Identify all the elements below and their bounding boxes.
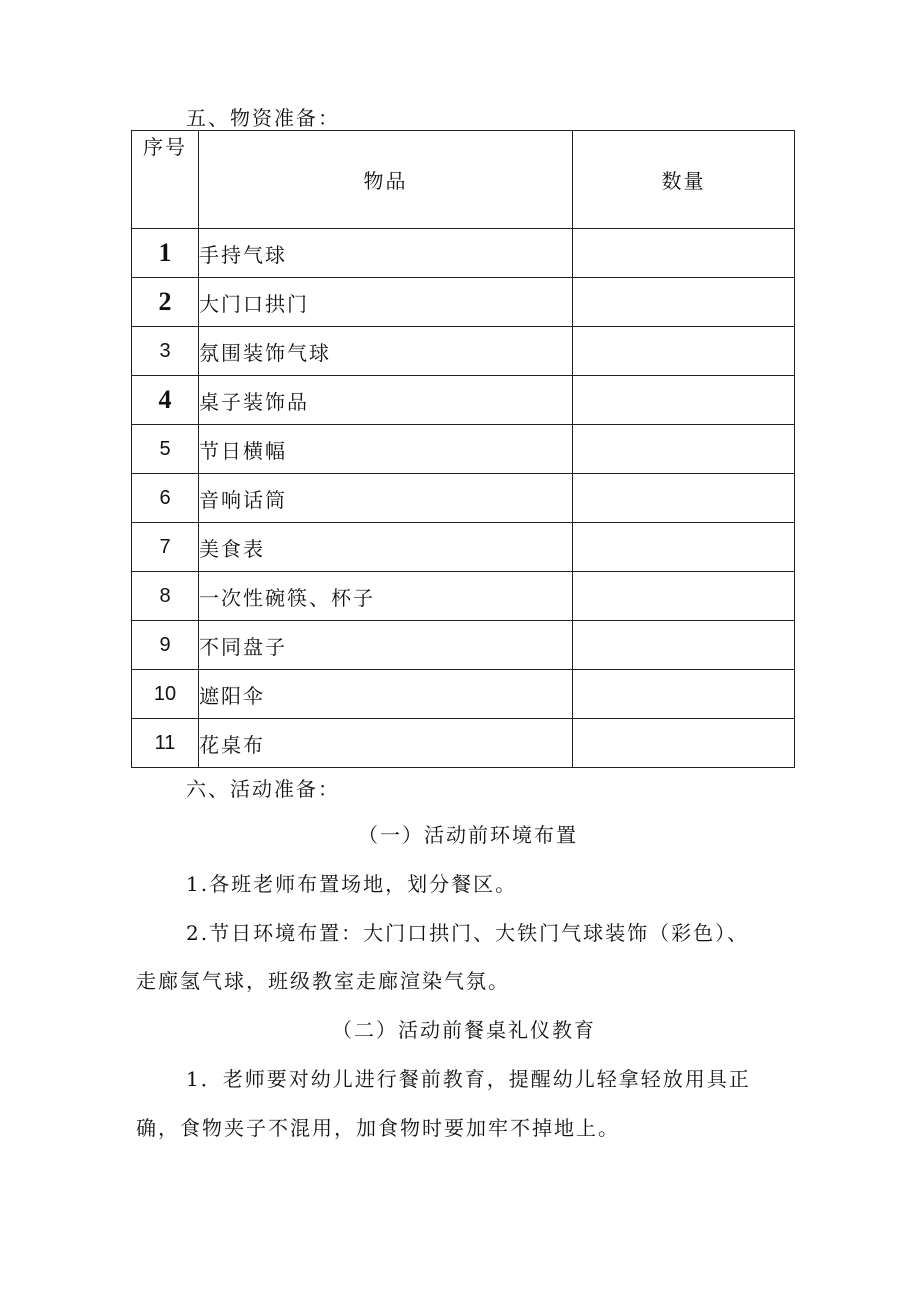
paragraph-2-line-2: 走廊氢气球，班级教室走廊渲染气氛。 <box>136 969 510 993</box>
subsection-1-title: （一）活动前环境布置 <box>358 823 578 847</box>
table-row <box>132 523 795 572</box>
table-row <box>132 425 795 474</box>
row-item: 美食表 <box>199 523 573 572</box>
paragraph-3-line-2: 确，食物夹子不混用，加食物时要加牢不掉地上。 <box>136 1116 620 1140</box>
row-item: 大门口拱门 <box>199 278 573 327</box>
row-num: 8 <box>132 572 199 621</box>
header-item: 物品 <box>199 131 573 229</box>
row-num: 11 <box>132 719 199 768</box>
row-qty <box>573 670 795 719</box>
row-num: 7 <box>132 523 199 572</box>
table-row <box>132 229 795 278</box>
row-qty <box>573 523 795 572</box>
paragraph-2-line-1: 2.节日环境布置：大门口拱门、大铁门气球装饰（彩色）、 <box>186 921 750 945</box>
row-item: 不同盘子 <box>199 621 573 670</box>
row-item: 遮阳伞 <box>199 670 573 719</box>
row-qty <box>573 327 795 376</box>
paragraph-1: 1.各班老师布置场地，划分餐区。 <box>186 872 518 896</box>
table-row <box>132 327 795 376</box>
row-num: 6 <box>132 474 199 523</box>
supplies-table <box>131 130 795 768</box>
table-row <box>132 376 795 425</box>
row-num: 1 <box>132 229 199 278</box>
row-qty <box>573 278 795 327</box>
table-row <box>132 572 795 621</box>
row-num: 10 <box>132 670 199 719</box>
row-item: 一次性碗筷、杯子 <box>199 572 573 621</box>
row-qty <box>573 474 795 523</box>
header-num: 序号 <box>132 131 199 229</box>
subsection-2-title: （二）活动前餐桌礼仪教育 <box>332 1018 596 1042</box>
row-qty <box>573 719 795 768</box>
row-item: 手持气球 <box>199 229 573 278</box>
row-num: 2 <box>132 278 199 327</box>
row-qty <box>573 572 795 621</box>
row-item: 节日横幅 <box>199 425 573 474</box>
paragraph-3-line-1: 1．老师要对幼儿进行餐前教育，提醒幼儿轻拿轻放用具正 <box>186 1067 751 1091</box>
header-qty: 数量 <box>573 131 795 229</box>
row-qty <box>573 376 795 425</box>
row-item: 音响话筒 <box>199 474 573 523</box>
row-num: 5 <box>132 425 199 474</box>
table-row <box>132 670 795 719</box>
row-item: 氛围装饰气球 <box>199 327 573 376</box>
row-num: 9 <box>132 621 199 670</box>
table-row <box>132 621 795 670</box>
table-row <box>132 474 795 523</box>
row-item: 花桌布 <box>199 719 573 768</box>
row-num: 4 <box>132 376 199 425</box>
row-qty <box>573 621 795 670</box>
row-num: 3 <box>132 327 199 376</box>
section-5-heading: 五、物资准备： <box>186 106 340 130</box>
row-qty <box>573 229 795 278</box>
table-header-row <box>132 131 795 229</box>
row-qty <box>573 425 795 474</box>
section-6-heading: 六、活动准备： <box>186 777 340 801</box>
table-row <box>132 278 795 327</box>
table-row <box>132 719 795 768</box>
row-item: 桌子装饰品 <box>199 376 573 425</box>
